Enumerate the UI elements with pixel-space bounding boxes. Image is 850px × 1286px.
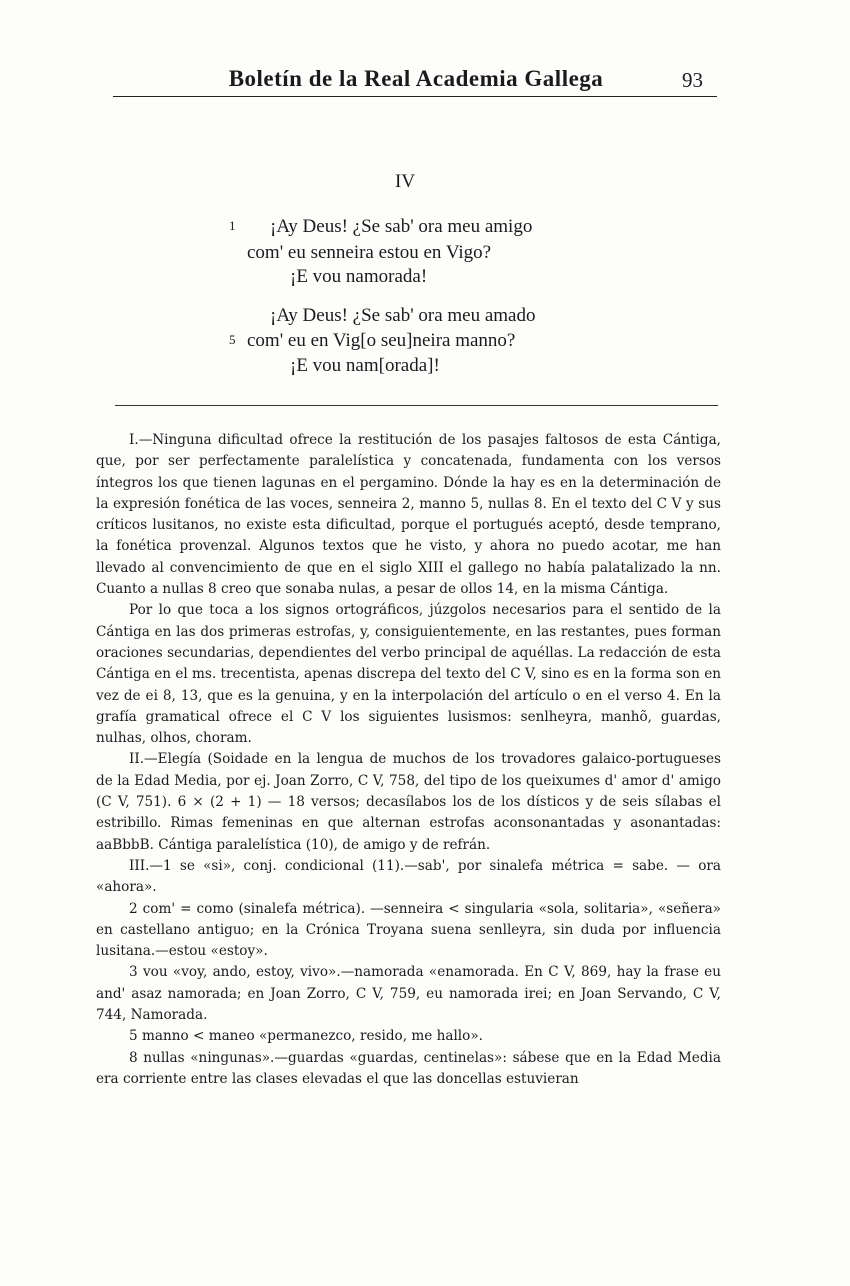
verse-line: ¡Ay Deus! ¿Se sab' ora meu amado: [270, 305, 536, 326]
note-paragraph: III.—1 se «si», conj. condicional (11).—sab', por sinalefa métrica = sabe. — ora «ahora».: [96, 857, 721, 896]
commentary: [96, 430, 721, 1090]
note-paragraph: 2 com' = como (sinalefa métrica). —senneira < singularia «sola, solitaria», «señera» en castellano antiguo; en la Crónica Troyana suena senlleyra, sin duda por influencia lusitana.—estou «estoy».: [96, 900, 721, 960]
journal-title: Boletín de la Real Academia Gallega: [228, 66, 604, 91]
section-divider: [115, 405, 718, 406]
verse-line: ¡Ay Deus! ¿Se sab' ora meu amigo: [270, 216, 533, 237]
running-header: [113, 66, 717, 97]
verse-number: 1: [229, 218, 236, 233]
note-paragraph: 3 vou «voy, ando, estoy, vivo».—namorada «enamorada. En C V, 869, hay la frase eu and' asaz namorada; en Joan Zorro, C V, 759, eu namorada irei; en Joan Servando, C V, 744, Namorada.: [96, 964, 721, 1024]
verse-line: ¡E vou nam[orada]!: [290, 355, 440, 376]
verse-line: com' eu senneira estou en Vigo?: [247, 242, 492, 263]
verse-line: com' eu en Vig[o seu]neira manno?: [247, 330, 516, 351]
verse-number: 5: [229, 332, 236, 347]
section-numeral: IV: [395, 171, 416, 192]
page-number: 93: [682, 68, 703, 92]
note-paragraph: 8 nullas «ningunas».—guardas «guardas, centinelas»: sábese que en la Edad Media era corriente entre las clases elevadas el que las doncellas estuvieran: [96, 1049, 721, 1087]
note-paragraph: II.—Elegía (Soidade en la lengua de muchos de los trovadores galaico-portugueses de la Edad Media, por ej. Joan Zorro, C V, 758, del tipo de los queixumes d' amor d' amigo (C V, 751). 6 × (2 + 1) — 18 versos; decasílabos los de los dísticos y de seis sílabas el estribillo. Rimas femeninas en que alternan estrofas aconsonantadas y asonantadas: aaBbbB. Cántiga paralelística (10), de amigo y de refrán.: [96, 751, 721, 853]
note-paragraph: Por lo que toca a los signos ortográficos, júzgolos necesarios para el sentido de la Cántiga en las dos primeras estrofas, y, consiguientemente, en las restantes, pues forman oraciones secundarias, dependientes del verbo principal de aquéllas. La redacción de esta Cántiga en el ms. trecentista, apenas discrepa del texto del C V, sino es en la forma son en vez de ei 8, 13, que es la genuina, y en la interpolación del artículo o en el verso 4. En la grafía gramatical ofrece el C V los siguientes lusismos: senlheyra, manhõ, guardas, nulhas, olhos, choram.: [96, 602, 721, 747]
note-paragraph: 5 manno < maneo «permanezco, resido, me hallo».: [129, 1028, 483, 1045]
note-paragraph: I.—Ninguna dificultad ofrece la restitución de los pasajes faltosos de esta Cántiga, que, por ser perfectamente paralelística y concatenada, fundamenta con los versos íntegros los que tienen lagunas en el pergamino. Dónde la hay es en la determinación de la expresión fonética de las voces, senneira 2, manno 5, nullas 8. En el texto del C V y sus críticos lusitanos, no existe esta dificultad, porque el portugués aceptó, desde temprano, la fonética provenzal. Algunos textos que he visto, y ahora no puedo acotar, me han llevado al convencimiento de que en el siglo XIII el gallego no había palatalizado la nn. Cuanto a nullas 8 creo que sonaba nulas, a pesar de ollos 14, en la misma Cántiga.: [96, 432, 721, 598]
verse-line: ¡E vou namorada!: [290, 266, 428, 287]
